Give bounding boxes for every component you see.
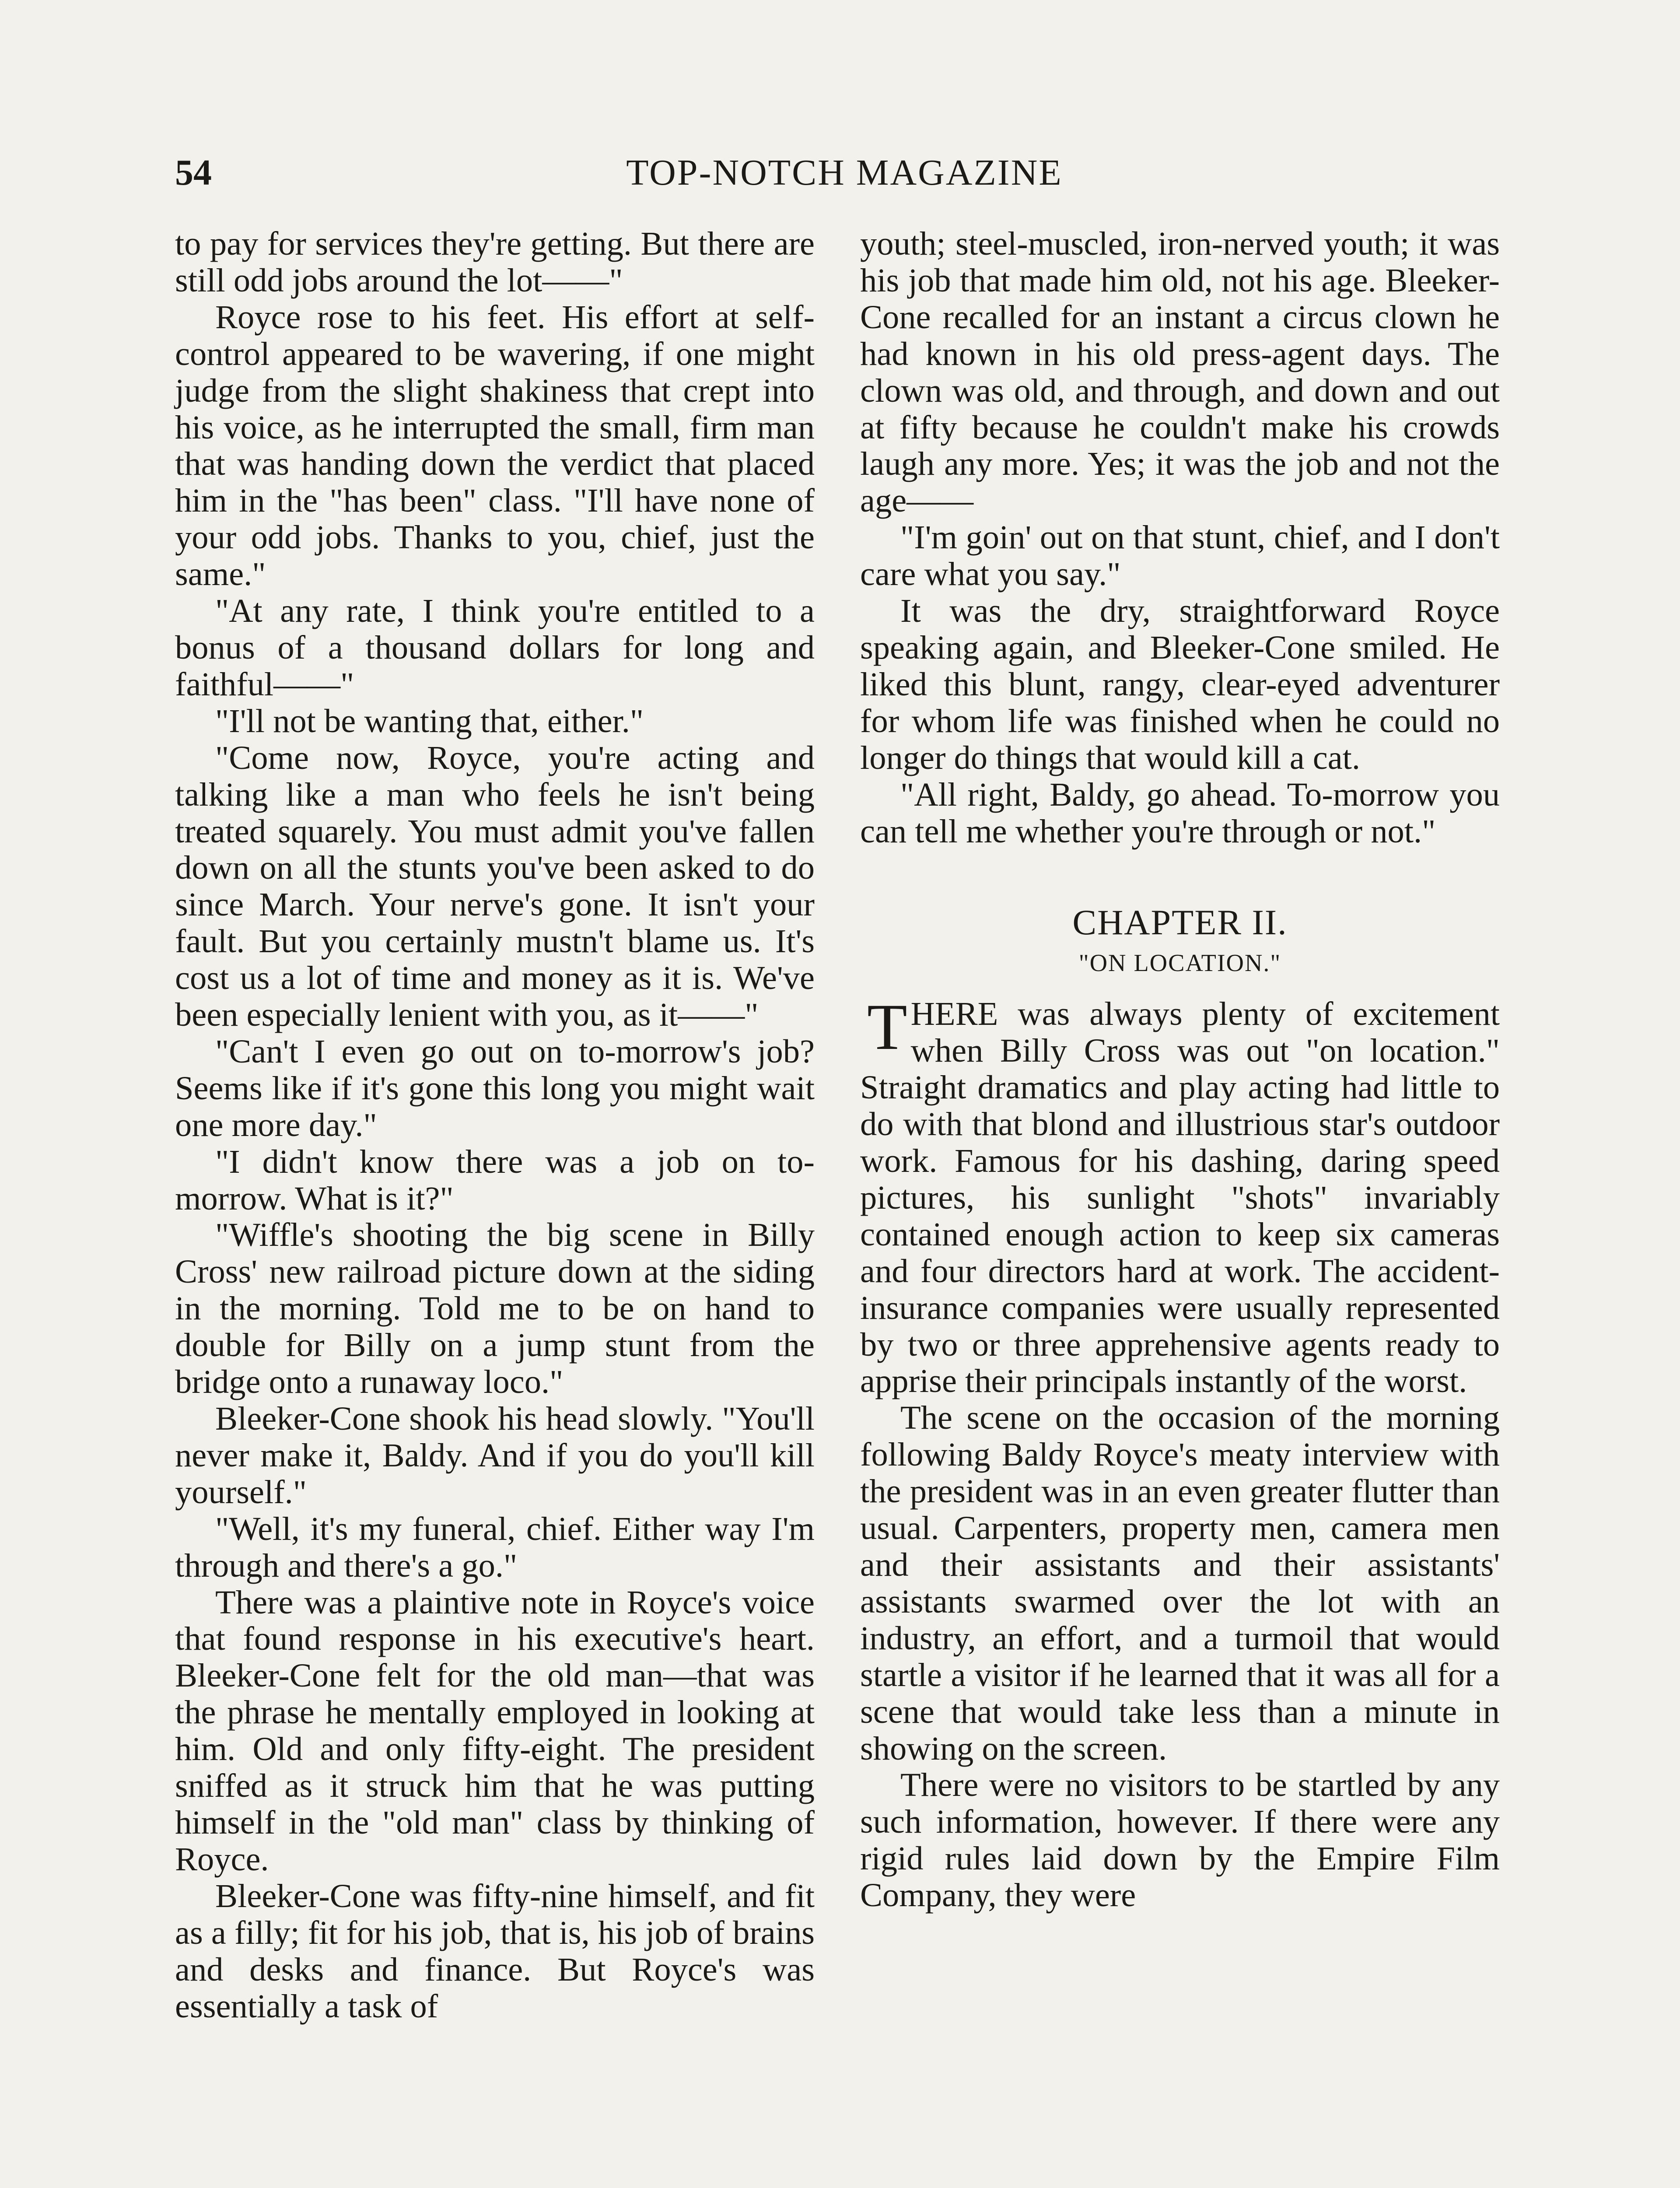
page-header	[175, 149, 1514, 197]
paragraph: There were no visitors to be startled by any such information, however. If there were any rigid rules laid down by the Empire Film Company, they were	[860, 1766, 1500, 1914]
paragraph: to pay for services they're getting. But there are still odd jobs around the lot——"	[175, 225, 815, 299]
paragraph: "Can't I even go out on to-morrow's job? Seems like if it's gone this long you might wait one more day."	[175, 1032, 815, 1143]
left-column	[175, 225, 815, 2024]
paragraph: "Come now, Royce, you're acting and talking like a man who feels he isn't being treated squarely. You must admit you've fallen down on all the stunts you've been asked to do since March. Your nerve's gone. It isn't your fault. But you certainly mustn't blame us. It's cost us a lot of time and money as it is. We've been especially lenient with you, as it——"	[175, 739, 815, 1034]
chapter-heading: CHAPTER II.	[1072, 902, 1288, 943]
chapter-subtitle: "ON LOCATION."	[1078, 950, 1281, 977]
page-number: 54	[175, 152, 212, 193]
right-column	[860, 225, 1500, 1914]
paragraph: The scene on the occasion of the morning following Baldy Royce's meaty interview with the president was in an even greater flutter than usual. Carpenters, property men, camera men and their assistants and their assistants' assistants swarmed over the lot with an industry, an effort, and a turmoil that would startle a visitor if he learned that it was all for a scene that would take less than a minute in showing on the screen.	[860, 1399, 1500, 1767]
paragraph: "Well, it's my funeral, chief. Either way I'm through and there's a go."	[175, 1510, 815, 1584]
paragraph: "All right, Baldy, go ahead. To-morrow you can tell me whether you're through or not."	[860, 775, 1500, 850]
paragraph: Royce rose to his feet. His effort at self-control appeared to be wavering, if one might judge from the slight shakiness that crept into his voice, as he interrupted the small, firm man that was handing down the verdict that placed him in the "has been" class. "I'll have none of your odd jobs. Thanks to you, chief, just the same."	[175, 298, 815, 593]
drop-cap: T	[867, 991, 907, 1064]
paragraph: youth; steel-muscled, iron-nerved youth; it was his job that made him old, not his age. Bleeker-Cone recalled for an instant a circus clown he had known in his old press-agent days. The clown was old, and through, and down and out at fifty because he couldn't make his crowds laugh any more. Yes; it was the job and not the age——	[860, 225, 1500, 519]
paragraph: "I'll not be wanting that, either."	[215, 702, 644, 740]
opening-text: HERE was always plenty of excitement when Billy Cross was out "on location." Straight dramatics and play acting had little to do with that blond and illustrious star's outdoor work. Famous for his dashing, daring speed pictures, his sunlight "shots" invariably contained enough action to keep six cameras and four directors hard at work. The accident-insurance companies were usually represented by two or three apprehensive agents ready to apprise their principals instantly of the worst.	[860, 995, 1500, 1400]
paragraph: "At any rate, I think you're entitled to a bonus of a thousand dollars for long and faithful——"	[175, 592, 815, 703]
paragraph: "I'm goin' out on that stunt, chief, and I don't care what you say."	[860, 519, 1500, 593]
chapter-opening-paragraph	[860, 991, 1500, 1400]
paragraph: "I didn't know there was a job on to-morrow. What is it?"	[175, 1143, 815, 1217]
paragraph: "Wiffle's shooting the big scene in Billy Cross' new railroad picture down at the siding in the morning. Told me to be on hand to double for Billy on a jump stunt from the bridge onto a runaway loco."	[175, 1216, 815, 1401]
running-title: TOP-NOTCH MAGAZINE	[626, 152, 1063, 193]
paragraph: Bleeker-Cone was fifty-nine himself, and fit as a filly; fit for his job, that is, his job of brains and desks and finance. But Royce's was essentially a task of	[175, 1877, 815, 2025]
paragraph: It was the dry, straightforward Royce speaking again, and Bleeker-Cone smiled. He liked this blunt, rangy, clear-eyed adventurer for whom life was finished when he could no longer do things that would kill a cat.	[860, 592, 1500, 776]
paragraph: There was a plaintive note in Royce's voice that found response in his executive's heart. Bleeker-Cone felt for the old man—that was the phrase he mentally employed in looking at him. Old and only fifty-eight. The president sniffed as it struck him that he was putting himself in the "old man" class by thinking of Royce.	[175, 1583, 815, 1878]
paragraph: Bleeker-Cone shook his head slowly. "You'll never make it, Baldy. And if you do you'll kill yourself."	[175, 1400, 815, 1511]
